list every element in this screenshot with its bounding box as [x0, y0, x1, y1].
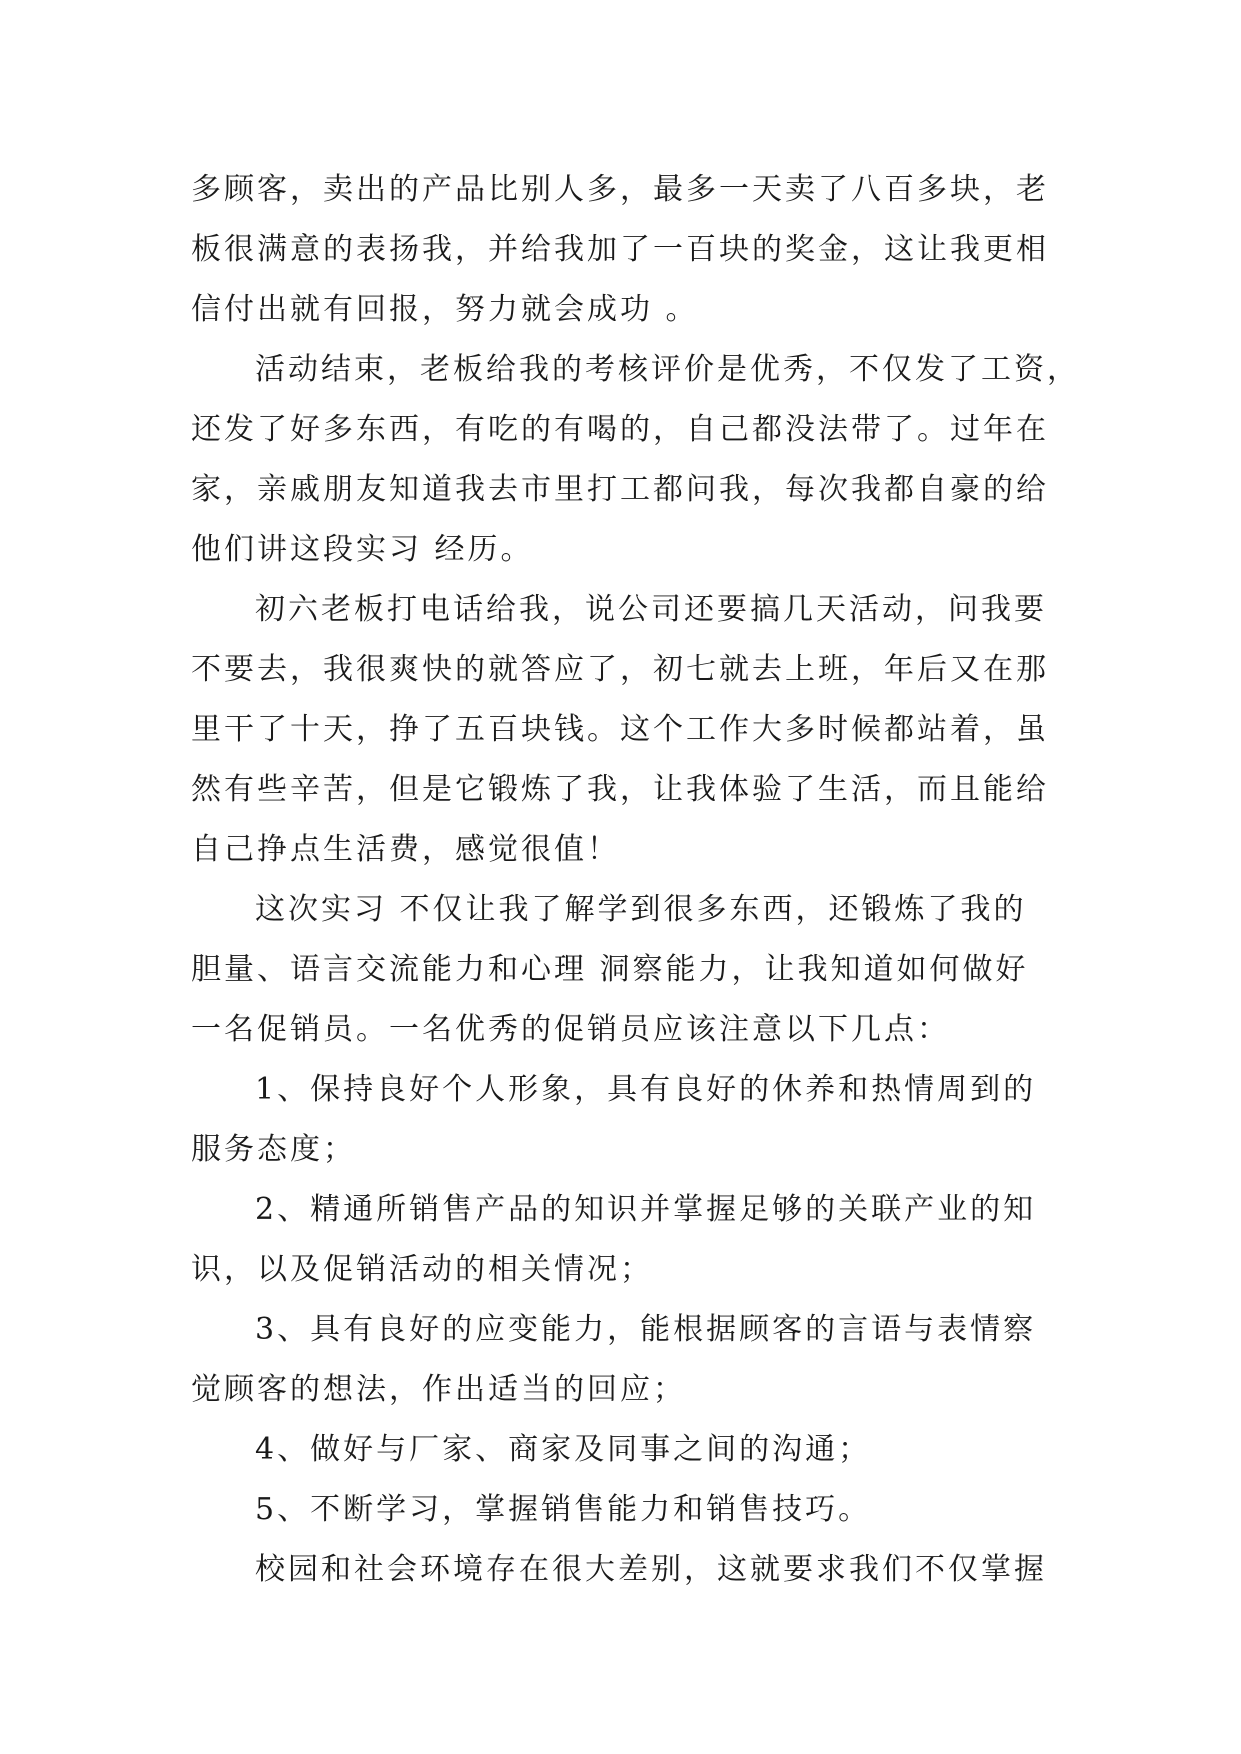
- list-item-first-line: 2、精通所销售产品的知识并掌握足够的关联产业的知: [255, 1192, 1037, 1227]
- text-line: 他们讲这段实习 经历。: [191, 532, 534, 567]
- paragraph-first-line: 活动结束，老板给我的考核评价是优秀，不仅发了工资，: [255, 352, 1080, 387]
- text-line: 觉顾客的想法，作出适当的回应；: [191, 1372, 686, 1407]
- text-line: 自己挣点生活费，感觉很值！: [191, 832, 620, 867]
- text-line: 里干了十天，挣了五百块钱。这个工作大多时候都站着，虽: [191, 712, 1049, 747]
- list-item-first-line: 1、保持良好个人形象，具有良好的休养和热情周到的: [255, 1072, 1037, 1107]
- text-line: 识，以及促销活动的相关情况；: [191, 1252, 653, 1287]
- text-line: 胆量、语言交流能力和心理 洞察能力，让我知道如何做好: [191, 952, 1029, 987]
- list-item-first-line: 3、具有良好的应变能力，能根据顾客的言语与表情察: [255, 1312, 1037, 1347]
- text-line: 家，亲戚朋友知道我去市里打工都问我，每次我都自豪的给: [191, 472, 1049, 507]
- list-item-first-line: 5、不断学习，掌握销售能力和销售技巧。: [255, 1492, 872, 1527]
- paragraph-first-line: 初六老板打电话给我，说公司还要搞几天活动，问我要: [255, 592, 1047, 627]
- text-line: 服务态度；: [191, 1132, 356, 1167]
- text-line: 一名促销员。一名优秀的促销员应该注意以下几点：: [191, 1012, 950, 1047]
- text-line: 然有些辛苦，但是它锻炼了我，让我体验了生活，而且能给: [191, 772, 1049, 807]
- text-line: 不要去，我很爽快的就答应了，初七就去上班，年后又在那: [191, 652, 1049, 687]
- paragraph-first-line: 校园和社会环境存在很大差别，这就要求我们不仅掌握: [255, 1552, 1047, 1587]
- paragraph-first-line: 这次实习 不仅让我了解学到很多东西，还锻炼了我的: [255, 892, 1027, 927]
- text-line: 多顾客，卖出的产品比别人多，最多一天卖了八百多块，老: [191, 172, 1049, 207]
- list-item-first-line: 4、做好与厂家、商家及同事之间的沟通；: [255, 1432, 872, 1467]
- text-line: 信付出就有回报，努力就会成功 。: [191, 292, 699, 327]
- text-line: 板很满意的表扬我，并给我加了一百块的奖金，这让我更相: [191, 232, 1049, 267]
- text-line: 还发了好多东西，有吃的有喝的，自己都没法带了。过年在: [191, 412, 1049, 447]
